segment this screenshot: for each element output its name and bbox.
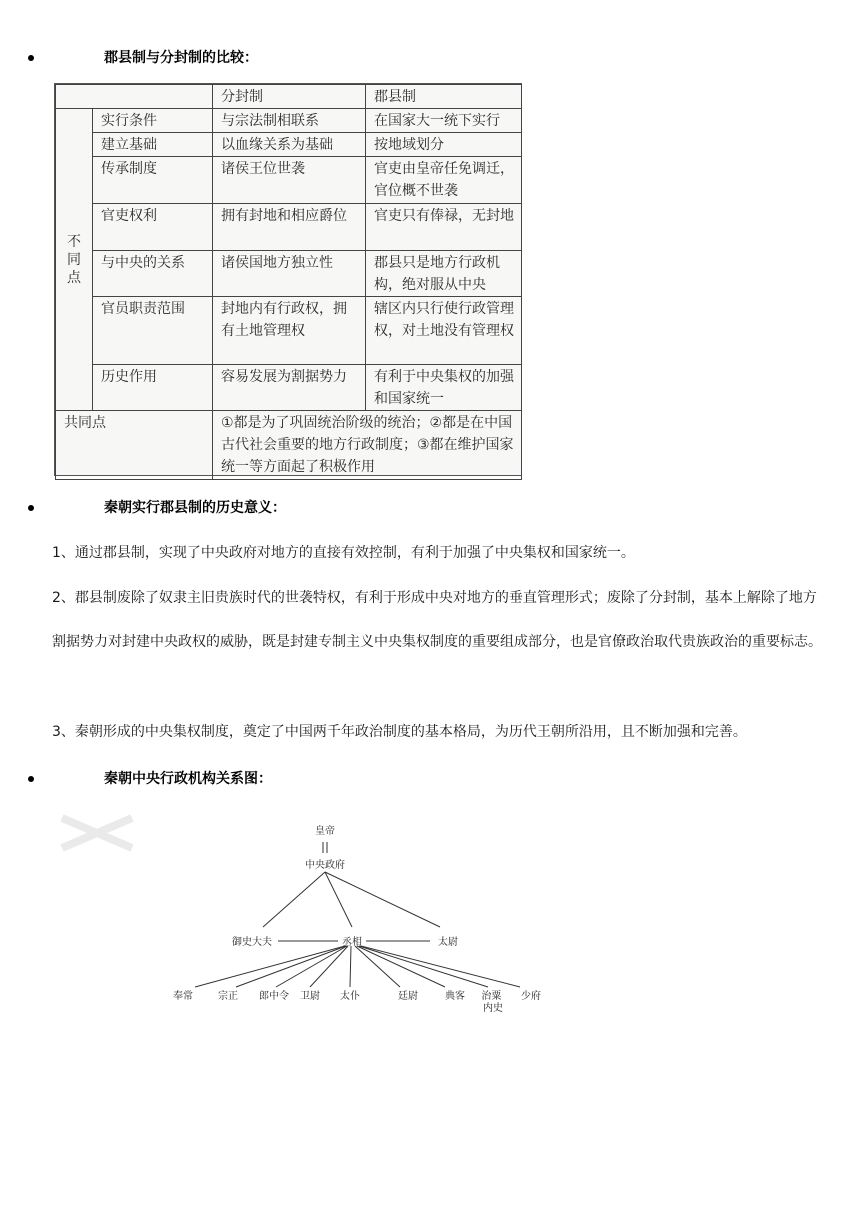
table-row xyxy=(56,204,522,251)
org-bottom-7 xyxy=(481,989,504,1014)
table-row xyxy=(56,251,522,297)
org-bottom-6: 典客 xyxy=(445,991,465,1002)
row-junxian: 郡县只是地方行政机构，绝对服从中央 xyxy=(366,251,522,297)
org-bottom-2: 郎中令 xyxy=(259,991,289,1002)
table-row-common xyxy=(56,411,522,480)
row-junxian: 辖区内只行使行政管理权，对土地没有管理权 xyxy=(366,297,522,365)
paragraph-3: 3、秦朝形成的中央集权制度，奠定了中国两千年政治制度的基本格局，为历代王朝所沿用，且不断加强和完善。 xyxy=(52,724,747,740)
org-bottom-8: 少府 xyxy=(521,991,541,1002)
row-item: 与中央的关系 xyxy=(93,251,213,297)
paragraph-2: 2、郡县制废除了奴隶主旧贵族时代的世袭特权，有利于形成中央对地方的垂直管理形式；废除了分封制，基本上解除了地方割据势力对封建中央政权的威胁，既是封建专制主义中央集权制度的重要组成部分，也是官僚政治取代贵族政治的重要标志。 xyxy=(52,590,822,650)
bullet-icon xyxy=(28,505,34,511)
org-bottom-7-b: 内史 xyxy=(483,1003,503,1014)
comparison-table-image xyxy=(54,83,522,476)
row-fengjian: 拥有封地和相应爵位 xyxy=(213,204,366,251)
watermark-icon xyxy=(52,808,142,856)
table-row xyxy=(56,157,522,204)
row-junxian: 有利于中央集权的加强和国家统一 xyxy=(366,365,522,411)
common-text: ①都是为了巩固统治阶级的统治；②都是在中国古代社会重要的地方行政制度；③都在维护国家统一等方面起了积极作用 xyxy=(213,411,522,480)
table-row xyxy=(56,109,522,133)
table-row xyxy=(56,365,522,411)
org-connectors xyxy=(195,842,520,987)
section-heading: 秦朝实行郡县制的历史意义： xyxy=(104,500,286,516)
org-bottom-7-a: 治粟 xyxy=(481,991,502,1002)
row-item: 实行条件 xyxy=(93,109,213,133)
bullet-heading-comparison xyxy=(0,47,860,69)
org-bottom-4: 太仆 xyxy=(340,991,360,1002)
section-heading: 秦朝中央行政机构关系图： xyxy=(104,771,272,787)
row-junxian: 官吏只有俸禄，无封地 xyxy=(366,204,522,251)
row-fengjian: 诸侯王位世袭 xyxy=(213,157,366,204)
org-central: 中央政府 xyxy=(305,860,345,871)
table-row xyxy=(56,133,522,157)
row-fengjian: 封地内有行政权，拥有土地管理权 xyxy=(213,297,366,365)
diff-label: 不同点 xyxy=(56,109,93,411)
row-item: 官员职责范围 xyxy=(93,297,213,365)
bullet-heading-orgchart xyxy=(0,768,860,790)
org-chart xyxy=(150,815,570,1025)
bullet-icon xyxy=(28,55,34,61)
row-junxian: 在国家大一统下实行 xyxy=(366,109,522,133)
row-item: 建立基础 xyxy=(93,133,213,157)
org-bottom-0: 奉常 xyxy=(173,991,193,1002)
row-item: 历史作用 xyxy=(93,365,213,411)
comparison-table xyxy=(55,84,522,480)
row-junxian: 官吏由皇帝任免调迁，官位概不世袭 xyxy=(366,157,522,204)
org-taiwei: 太尉 xyxy=(438,937,458,948)
row-item: 传承制度 xyxy=(93,157,213,204)
row-fengjian: 以血缘关系为基础 xyxy=(213,133,366,157)
row-fengjian: 诸侯国地方独立性 xyxy=(213,251,366,297)
org-bottom-5: 廷尉 xyxy=(398,991,418,1002)
row-fengjian: 与宗法制相联系 xyxy=(213,109,366,133)
org-emperor: 皇帝 xyxy=(315,826,335,837)
bullet-heading-significance xyxy=(0,497,860,519)
table-header-fengjian: 分封制 xyxy=(213,85,366,109)
paragraph-1: 1、通过郡县制，实现了中央政府对地方的直接有效控制，有利于加强了中央集权和国家统一。 xyxy=(52,545,635,561)
org-yushi: 御史大夫 xyxy=(232,937,272,948)
table-header-junxian: 郡县制 xyxy=(366,85,522,109)
org-chengxiang: 丞相 xyxy=(342,937,362,948)
table-row xyxy=(56,297,522,365)
table-header-row xyxy=(56,85,522,109)
bullet-icon xyxy=(28,776,34,782)
org-bottom-3: 卫尉 xyxy=(300,991,320,1002)
org-bottom-1: 宗正 xyxy=(218,991,238,1002)
row-fengjian: 容易发展为割据势力 xyxy=(213,365,366,411)
section-heading: 郡县制与分封制的比较： xyxy=(104,50,258,66)
row-item: 官吏权利 xyxy=(93,204,213,251)
table-header-empty xyxy=(56,85,213,109)
row-junxian: 按地域划分 xyxy=(366,133,522,157)
common-label: 共同点 xyxy=(56,411,213,480)
